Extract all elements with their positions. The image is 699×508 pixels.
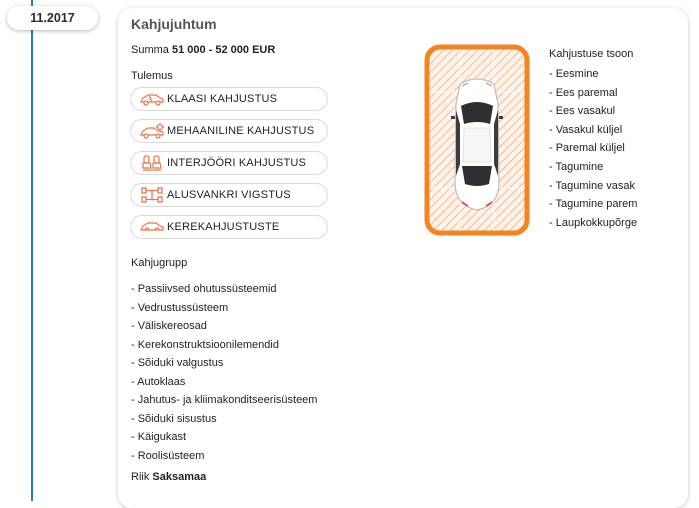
list-item: - Kerekonstruktsioonilemendid [131,338,279,351]
damage-amount [131,44,275,56]
result-pill-interior [130,151,328,175]
result-pill-chassis [130,183,328,207]
car-body-icon [137,220,167,234]
list-item: - Eesmine [549,68,599,80]
result-pill-glass [130,87,328,111]
country-label: Riik [131,471,150,483]
list-item: - Jahutus- ja kliimakonditseerisüsteem [131,394,318,406]
list-item: - Sõiduki valgustus [131,357,224,369]
result-label: KEREKAHJUSTUSTE [167,221,280,233]
timeline-date-badge: 11.2017 [7,6,98,30]
results-label: Tulemus [131,70,173,82]
result-label: MEHAANILINE KAHJUSTUS [167,125,315,137]
group-label: Kahjugrupp [131,257,188,269]
list-item: - Sõiduki sisustus [131,412,217,425]
result-pill-body [130,215,328,239]
result-label: KLAASI KAHJUSTUS [167,93,278,105]
list-item: - Vedrustussüsteem [131,301,229,314]
zone-label: Kahjustuse tsoon [549,48,634,60]
result-label: ALUSVANKRI VIGSTUS [167,189,291,201]
car-seat-icon [137,155,167,171]
car-glass-icon [137,92,167,106]
list-item: - Paremal küljel [549,142,625,155]
amount-label: Summa [131,44,169,56]
list-item: - Laupkokkupõrge [549,216,638,229]
damage-case-card [118,8,688,508]
list-item: - Passiivsed ohutussüsteemid [131,283,277,295]
list-item: - Tagumine parem [549,198,638,211]
country [131,471,206,483]
damage-results-list [130,87,328,247]
list-item: - Tagumine vasak [549,179,636,192]
timeline-line [31,0,33,501]
amount-value: 51 000 - 52 000 EUR [171,44,276,56]
damage-group-list [131,280,317,465]
car-top-view-icon [451,79,503,210]
list-item: - Tagumine [549,160,604,173]
list-item: - Käigukast [131,431,187,443]
list-item: - Ees vasakul [549,105,616,118]
list-item: - Autoklaas [131,375,186,388]
list-item: - Väliskereosad [131,320,207,332]
list-item: - Vasakul küljel [549,123,623,136]
country-value: Saksamaa [152,471,207,483]
damage-zone-list [549,65,637,232]
car-mechanical-icon [137,123,167,139]
result-pill-mechanical [130,119,328,143]
list-item: - Ees paremal [549,86,618,99]
list-item: - Roolisüsteem [131,449,205,462]
card-title: Kahjujuhtum [131,16,217,32]
car-chassis-icon [137,187,167,203]
damage-zone-diagram [424,44,530,236]
result-label: INTERJÖÖRI KAHJUSTUS [167,157,307,169]
